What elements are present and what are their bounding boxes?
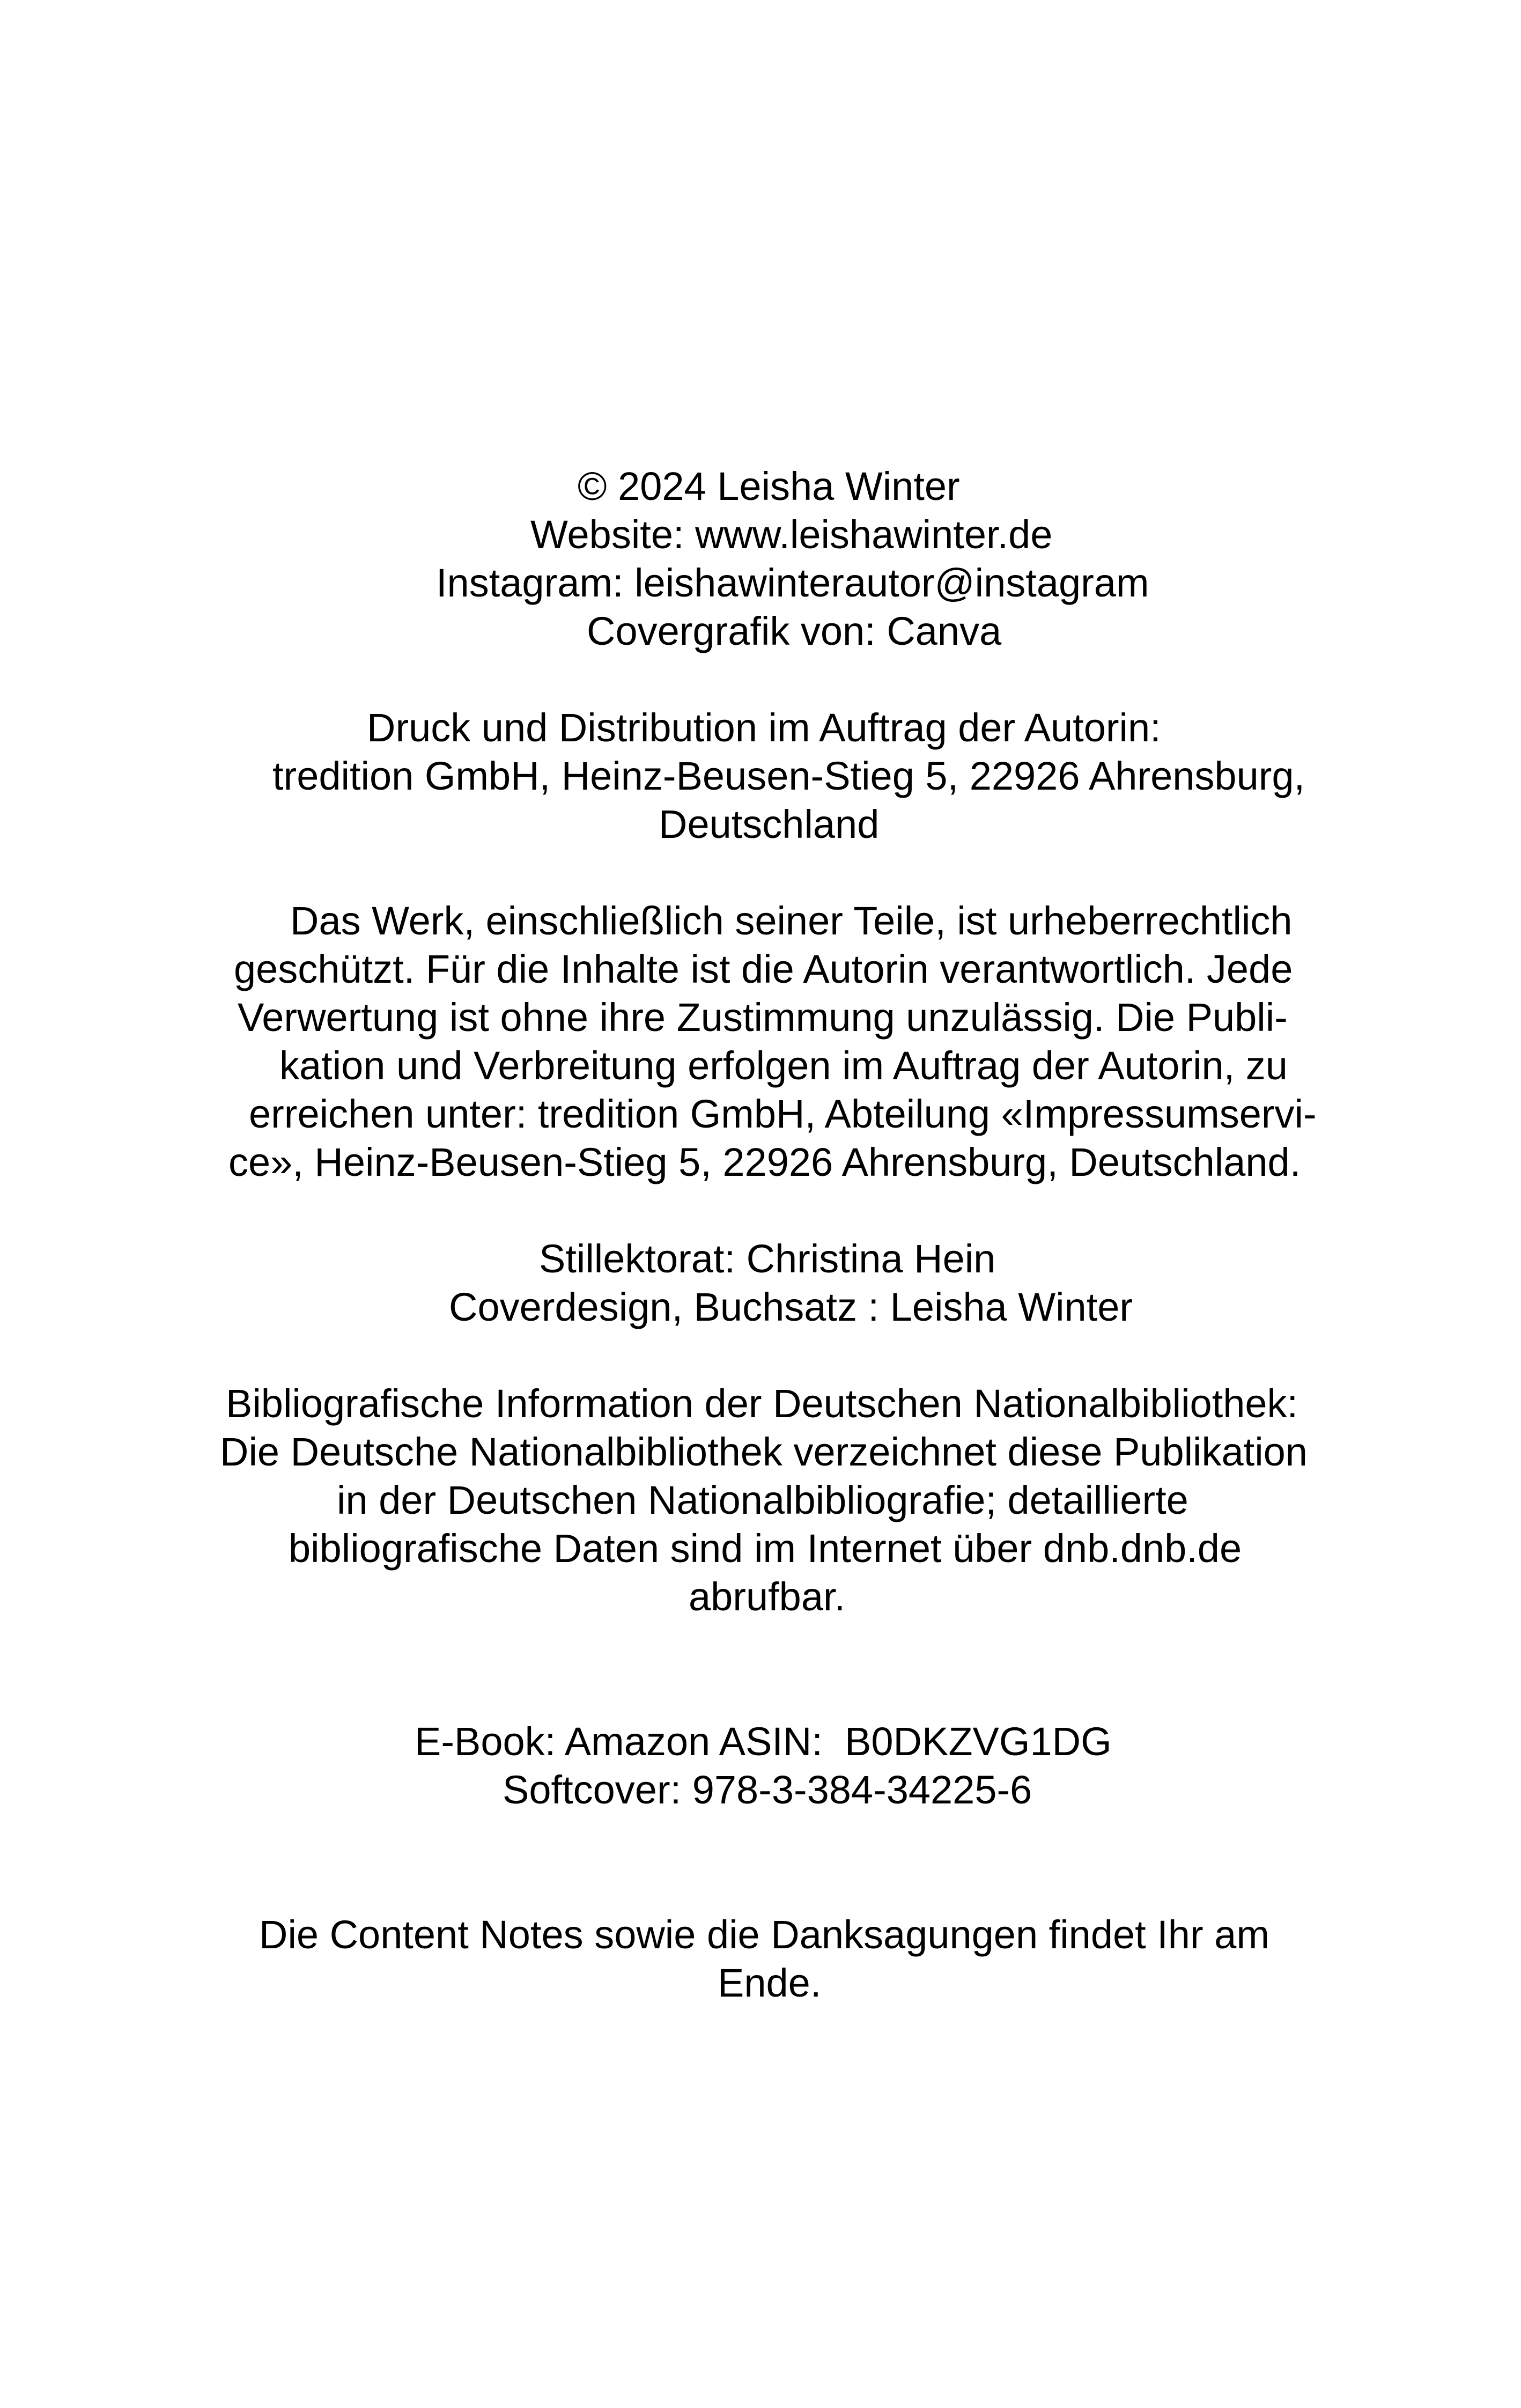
distribution-line-2: tredition GmbH, Heinz-Beusen-Stieg 5, 22926 Ahrensburg, [272, 754, 1305, 798]
distribution-line-3: Deutschland [659, 802, 880, 846]
instagram-line: Instagram: leishawinterautor@instagram [436, 561, 1149, 605]
bibliographic-line-2: Die Deutsche Nationalbibliothek verzeichnet diese Publikation [220, 1430, 1308, 1474]
softcover-isbn-line: Softcover: 978-3-384-34225-6 [503, 1768, 1032, 1812]
design-credit: Coverdesign, Buchsatz : Leisha Winter [449, 1285, 1133, 1329]
copyright-notice-line-4: kation und Verbreitung erfolgen im Auftrag der Autorin, zu [279, 1043, 1288, 1088]
website-line: Website: www.leishawinter.de [530, 512, 1053, 557]
bibliographic-line-1: Bibliografische Information der Deutschen Nationalbibliothek: [226, 1381, 1298, 1426]
copyright-notice-line-6: ce», Heinz-Beusen-Stieg 5, 22926 Ahrensburg, Deutschland. [228, 1140, 1301, 1184]
content-notes-line-1: Die Content Notes sowie die Danksagungen findet Ihr am [259, 1912, 1269, 1957]
editing-credit: Stillektorat: Christina Hein [539, 1236, 996, 1281]
bibliographic-line-4: bibliografische Daten sind im Internet über dnb.dnb.de [289, 1526, 1242, 1571]
copyright-notice-line-2: geschützt. Für die Inhalte ist die Autorin verantwortlich. Jede [234, 947, 1293, 991]
copyright-notice-line-3: Verwertung ist ohne ihre Zustimmung unzulässig. Die Publi- [238, 995, 1288, 1040]
ebook-asin-line: E-Book: Amazon ASIN: B0DKZVG1DG [415, 1719, 1112, 1764]
copyright-notice-line-1: Das Werk, einschließlich seiner Teile, ist urheberrechtlich [290, 899, 1293, 943]
content-notes-line-2: Ende. [718, 1961, 822, 2005]
bibliographic-line-5: abrufbar. [689, 1574, 846, 1619]
distribution-line-1: Druck und Distribution im Auftrag der Autorin: [367, 705, 1161, 750]
bibliographic-line-3: in der Deutschen Nationalbibliografie; detaillierte [337, 1478, 1188, 1522]
cover-graphic-line: Covergrafik von: Canva [587, 609, 1002, 653]
copyright-line: © 2024 Leisha Winter [578, 464, 960, 509]
copyright-notice-line-5: erreichen unter: tredition GmbH, Abteilung «Impressumservi- [249, 1092, 1317, 1136]
